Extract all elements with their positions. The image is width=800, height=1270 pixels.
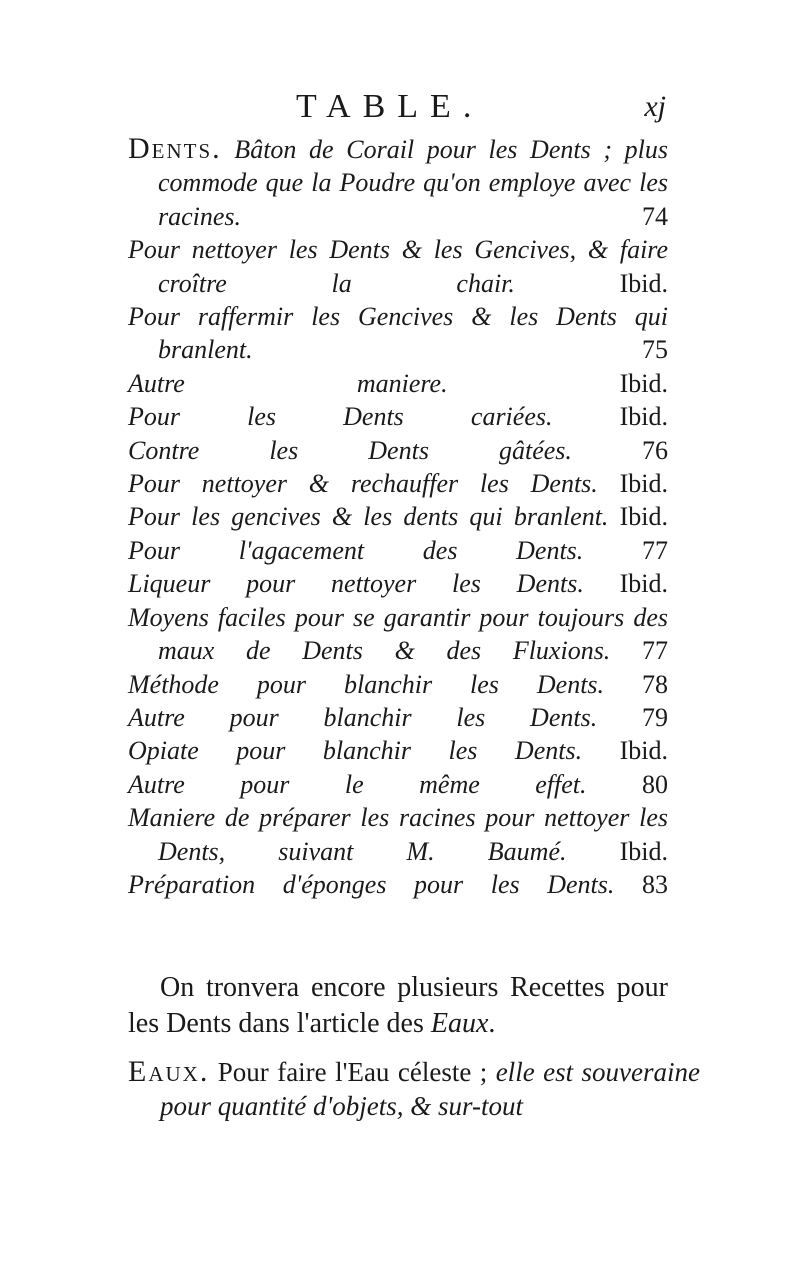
entry-text: Moyens faciles pour se garantir pour toujours des maux de Dents & des Fluxions. [128, 602, 668, 666]
toc-entry [128, 701, 668, 734]
toc-entry [128, 567, 668, 600]
entry-page: Ibid. [619, 836, 668, 866]
page-title: TABLE. [296, 88, 484, 125]
toc-entry [128, 367, 668, 400]
entry-page: 77 [642, 636, 668, 666]
entry-text: Autre maniere. [128, 368, 448, 398]
entry-text: Pour raffermir les Gencives & les Dents qui branlent. [128, 302, 668, 365]
entry-text: Maniere de préparer les racines pour nettoyer les Dents, suivant M. Baumé. [128, 803, 668, 866]
toc-entry [128, 233, 668, 300]
eaux-lead: Eaux. [128, 1055, 210, 1088]
toc-entry [128, 734, 668, 767]
entry-page: 79 [642, 702, 669, 732]
note-text: On tronvera encore plusieurs Recettes pour les Dents dans l'article des [128, 972, 668, 1039]
entry-page: 74 [642, 201, 668, 231]
note-end: . [488, 1008, 496, 1039]
entry-page: 80 [642, 769, 668, 799]
entry-text: Pour les gencives & les dents qui branlent. [128, 502, 609, 532]
running-head [128, 88, 666, 128]
toc-entry [128, 300, 668, 367]
entry-page: 78 [642, 669, 668, 699]
toc-entry [128, 534, 668, 567]
cross-reference-note [128, 970, 668, 1042]
entry-text: Autre pour blanchir les Dents. [128, 702, 598, 732]
entry-text: Opiate pour blanchir les Dents. [128, 736, 583, 766]
entry-page: Ibid. [619, 469, 669, 499]
entry-page: Ibid. [619, 569, 669, 599]
toc-entry [128, 467, 668, 500]
toc-entry [128, 868, 668, 901]
entry-text: Pour les Dents cariées. [128, 402, 553, 432]
toc-entry [128, 801, 668, 868]
toc-entry [128, 434, 668, 467]
entry-page: 75 [642, 335, 668, 365]
page-number: xj [644, 90, 666, 123]
entry-lead: Dents. [128, 132, 222, 165]
note-emphasis: Eaux [430, 1008, 489, 1039]
toc-entry [128, 601, 668, 668]
eaux-emphasis: elle est souveraine pour quantité d'objets, & sur-tout [160, 1057, 701, 1121]
table-of-contents [128, 132, 668, 901]
eaux-entry [128, 1055, 700, 1123]
entry-text: Contre les Dents gâtées. [128, 435, 572, 465]
entry-page: Ibid. [619, 402, 668, 432]
entry-page: Ibid. [619, 368, 668, 398]
entry-text: Méthode pour blanchir les Dents. [128, 669, 605, 699]
eaux-text: Pour faire l'Eau céleste ; [209, 1057, 496, 1087]
toc-entry [128, 668, 668, 701]
entry-text: Autre pour le même effet. [128, 769, 587, 799]
entry-text: Pour nettoyer & rechauffer les Dents. [128, 469, 598, 499]
toc-entry [128, 500, 668, 533]
entry-page: Ibid. [619, 502, 669, 532]
entry-text: Bâton de Corail pour les Dents ; plus commode que la Poudre qu'on employe avec les racines. [158, 135, 668, 231]
entry-text: Préparation d'éponges pour les Dents. [128, 869, 615, 899]
entry-page: 76 [642, 435, 668, 465]
entry-text: Liqueur pour nettoyer les Dents. [128, 569, 584, 599]
toc-entry [128, 400, 668, 433]
toc-entry [128, 132, 668, 233]
entry-page: 83 [642, 869, 668, 899]
entry-page: 77 [642, 535, 668, 565]
entry-page: Ibid. [619, 268, 669, 298]
toc-entry [128, 768, 668, 801]
entry-text: Pour nettoyer les Dents & les Gencives, & faire croître la chair. [128, 235, 668, 298]
entry-page: Ibid. [619, 736, 668, 766]
entry-text: Pour l'agacement des Dents. [128, 535, 584, 565]
